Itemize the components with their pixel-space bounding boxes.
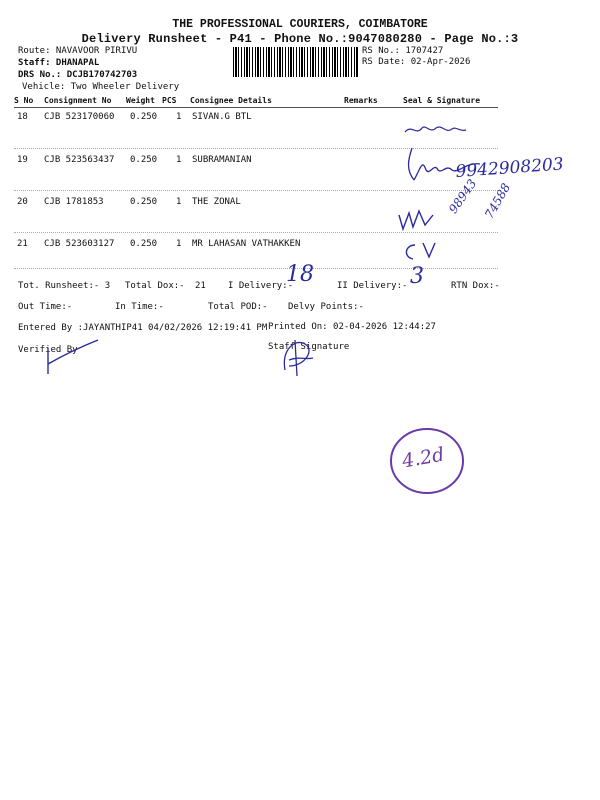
row-sno: 19 (17, 155, 28, 165)
signature-row18 (400, 120, 470, 140)
tot-runsheet: Tot. Runsheet:- 3 (18, 281, 111, 291)
row-consignment: CJB 523563437 (44, 155, 115, 165)
row-consignee: MR LAHASAN VATHAKKEN (192, 239, 301, 249)
col-sno: S No (14, 96, 34, 105)
printed-on: Printed On: 02-04-2026 12:44:27 (268, 322, 436, 332)
row-consignee: SIVAN.G BTL (192, 112, 252, 122)
delvy-points-label: Delvy Points:- (288, 302, 364, 312)
document-title: THE PROFESSIONAL COURIERS, COIMBATORE (172, 18, 428, 31)
row-consignment: CJB 1781853 (44, 197, 104, 207)
row-consignee: THE ZONAL (192, 197, 241, 207)
rtn-dox-label: RTN Dox:- (451, 281, 500, 291)
rs-date: RS Date: 02-Apr-2026 (362, 57, 471, 67)
handwritten-phone: 9942908203 (455, 154, 565, 182)
document-subtitle: Delivery Runsheet - P41 - Phone No.:9047080280 - Page No.:3 (81, 32, 519, 46)
route-label: Route: NAVAVOOR PIRIVU (18, 46, 138, 56)
total-dox-value: 21 (195, 281, 206, 291)
staff-label: Staff: DHANAPAL (18, 58, 100, 68)
ii-delivery-label: II Delivery:- (337, 281, 408, 291)
row-pcs: 1 (176, 239, 182, 249)
total-dox-label: Total Dox:- (125, 281, 185, 291)
row-sno: 20 (17, 197, 28, 207)
header-divider (14, 107, 498, 108)
row-pcs: 1 (176, 155, 182, 165)
verified-by-label: Verified By (18, 345, 78, 355)
handwritten-phone-2: 98943 (446, 176, 480, 217)
row-consignment: CJB 523170060 (44, 112, 115, 122)
entered-by: Entered By :JAYANTHIP41 04/02/2026 12:19:41 PM (18, 323, 268, 333)
row-weight: 0.250 (130, 155, 158, 165)
col-remarks: Remarks (344, 96, 378, 105)
handwritten-i-delivery: 18 (286, 262, 314, 287)
stamp-text: 4.2d (400, 443, 446, 473)
col-weight: Weight (126, 96, 155, 105)
in-time-label: In Time:- (115, 302, 164, 312)
row-weight: 0.250 (130, 197, 158, 207)
i-delivery-label: I Delivery:- (228, 281, 294, 291)
col-consignee: Consignee Details (190, 96, 272, 105)
row-pcs: 1 (176, 197, 182, 207)
out-time-label: Out Time:- (18, 302, 73, 312)
col-pcs: PCS (162, 96, 177, 105)
col-seal-signature: Seal & Signature (403, 96, 481, 105)
signature-row19 (400, 140, 490, 190)
row-weight: 0.250 (130, 239, 158, 249)
vehicle-label: Vehicle: Two Wheeler Delivery (22, 82, 180, 92)
handwritten-ii-delivery: 3 (410, 264, 424, 289)
row-consignee: SUBRAMANIAN (192, 155, 252, 165)
barcode (233, 47, 358, 77)
staff-signature-label: Staff Signature (268, 342, 350, 352)
col-consignment: Consignment No (44, 96, 112, 105)
signature-row20 (395, 205, 455, 265)
drs-number: DRS No.: DCJB170742703 (18, 70, 138, 80)
row-weight: 0.250 (130, 112, 158, 122)
row-sno: 21 (17, 239, 28, 249)
handwritten-phone-3: 74588 (482, 180, 514, 221)
staff-signature (275, 330, 320, 380)
row-sno: 18 (17, 112, 28, 122)
rs-number: RS No.: 1707427 (362, 46, 444, 56)
row-consignment: CJB 523603127 (44, 239, 115, 249)
row-pcs: 1 (176, 112, 182, 122)
verified-signature (42, 338, 102, 378)
total-pod-label: Total POD:- (208, 302, 268, 312)
